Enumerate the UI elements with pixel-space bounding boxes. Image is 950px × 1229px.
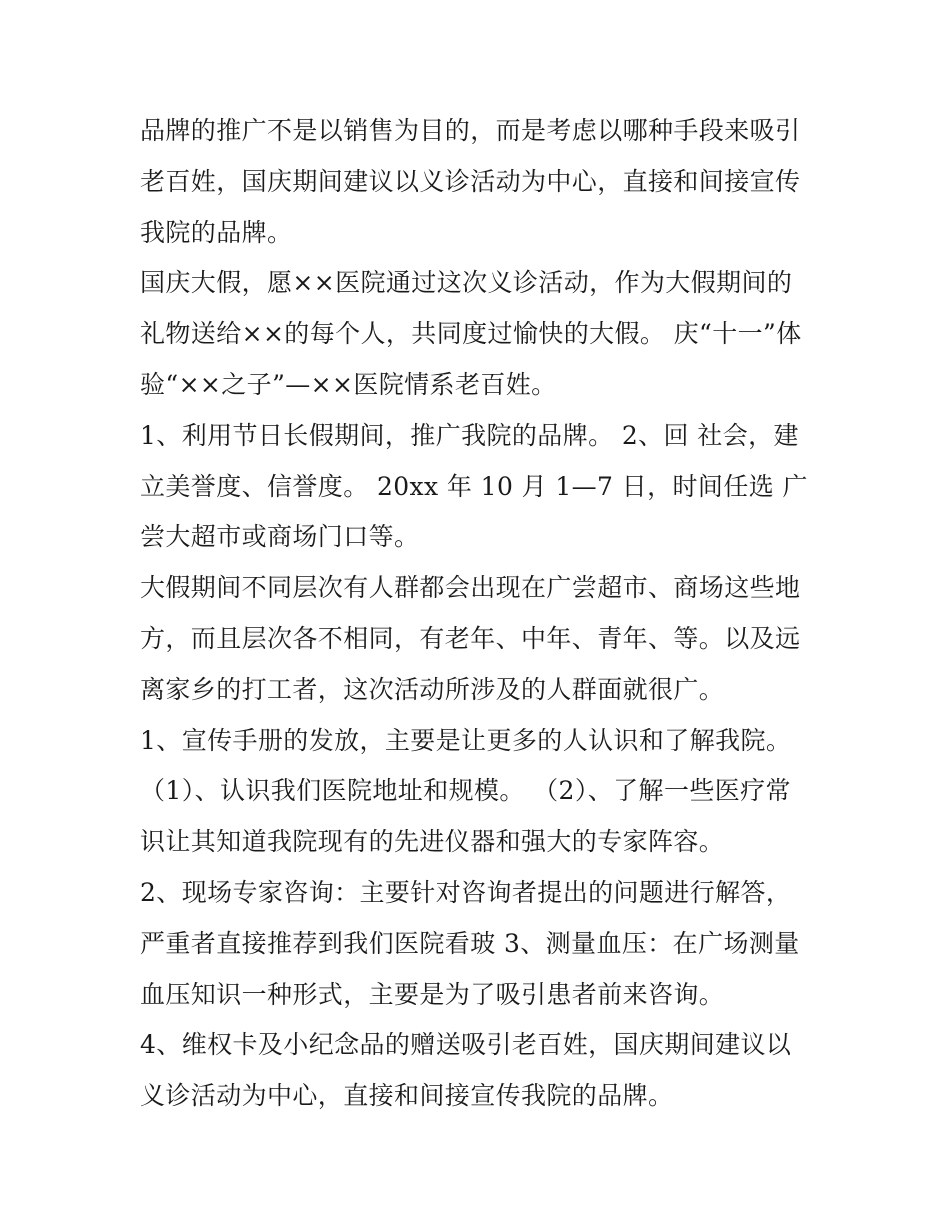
paragraph-1: 品牌的推广不是以销售为目的，而是考虑以哪种手段来吸引老百姓，国庆期间建议以义诊活动为中心，直接和间接宣传我院的品牌。 xyxy=(140,116,801,247)
paragraph-7: 2、现场专家咨询：主要针对咨询者提出的问题进行解答，严重者直接推荐到我们医院看玻 3、测量血压：在广场测量血压知识一种形式，主要是为了吸引患者前来咨询。 xyxy=(140,877,800,1009)
paragraph-2: 国庆大假，愿××医院通过这次义诊活动，作为大假期间的礼物送给××的每个人，共同度过愉快的大假。 庆“十一”体验“××之子”—××医院情系老百姓。 xyxy=(140,268,802,399)
paragraph-4: 大假期间不同层次有人群都会出现在广尝超市、商场这些地方，而且层次各不相同，有老年、中年、青年、等。以及远离家乡的打工者，这次活动所涉及的人群面就很广。 xyxy=(140,573,801,704)
paragraph-6: （1）、认识我们医院地址和规模。 （2）、了解一些医疗常识让其知道我院现有的先进仪器和强大的专家阵容。 xyxy=(140,776,791,857)
paragraph-8: 4、维权卡及小纪念品的赠送吸引老百姓，国庆期间建议以义诊活动为中心，直接和间接宣传我院的品牌。 xyxy=(140,1030,792,1111)
paragraph-5: 1、宣传手册的发放，主要是让更多的人认识和了解我院。 xyxy=(140,725,792,755)
document-body xyxy=(140,106,812,1122)
paragraph-3: 1、利用节日长假期间，推广我院的品牌。 2、回 社会，建立美誉度、信誉度。 20xx 年 10 月 1—7 日，时间任选 广尝大超市或商场门口等。 xyxy=(140,420,808,552)
